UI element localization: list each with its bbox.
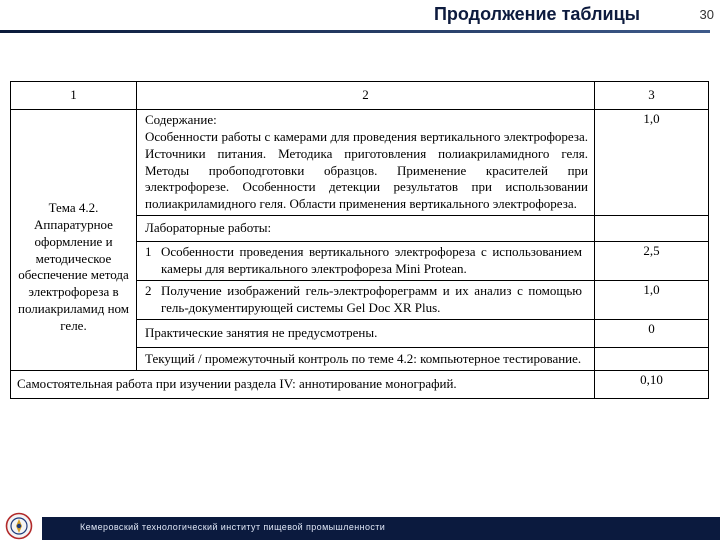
lab-hours: 1,0	[595, 280, 709, 319]
table-continuation-title: Продолжение таблицы	[433, 4, 640, 24]
lab-number: 2	[145, 282, 152, 298]
curriculum-table	[10, 81, 709, 399]
content-label: Содержание:	[145, 111, 217, 127]
self-work-hours: 0,10	[595, 371, 709, 399]
lab-hours: 2,5	[595, 242, 709, 281]
topic-cell: Тема 4.2. Аппаратурное оформление и методическое обеспечение метода электрофореза в полиакриламид ном геле.	[11, 109, 137, 371]
lab-header: Лабораторные работы:	[137, 216, 595, 242]
practical-hours: 0	[595, 319, 709, 347]
content-hours: 1,0	[595, 109, 709, 215]
lab-header-hours	[595, 216, 709, 242]
header-divider	[0, 30, 710, 33]
content-row	[11, 109, 709, 215]
self-work-row	[11, 371, 709, 399]
col-header-1: 1	[11, 82, 137, 110]
lab-text: Особенности проведения вертикального электрофореза с использованием камеры для вертикального электрофореза Mini Protean.	[161, 244, 582, 277]
institute-logo-icon	[3, 512, 35, 540]
lab-item-2	[137, 280, 595, 319]
control-text: Текущий / промежуточный контроль по теме 4.2: компьютерное тестирование.	[137, 347, 595, 371]
lab-item-1	[137, 242, 595, 281]
table-header-row	[11, 82, 709, 110]
control-hours	[595, 347, 709, 371]
col-header-3: 3	[595, 82, 709, 110]
content-cell	[137, 109, 595, 215]
lab-text: Получение изображений гель-электрофореграмм и их анализ с помощью гель-документирующей системы Gel Doc XR Plus.	[161, 282, 582, 315]
self-work-text: Самостоятельная работа при изучении раздела IV: аннотирование монографий.	[11, 371, 595, 399]
footer-institution: Кемеровский технологический институт пищевой промышленности	[80, 522, 386, 532]
lab-number: 1	[145, 244, 152, 260]
page-number: 30	[699, 7, 714, 22]
practical-text: Практические занятия не предусмотрены.	[137, 319, 595, 347]
col-header-2: 2	[137, 82, 595, 110]
content-text: Особенности работы с камерами для проведения вертикального электрофореза. Источники питания. Методика приготовления полиакриламидного геля. Методы пробоподготовки образцов. Применение красителей при электрофорезе. Особенности детекции результатов при использовании полиакриламидного геля. Области применения вертикального электрофореза.	[145, 128, 588, 212]
